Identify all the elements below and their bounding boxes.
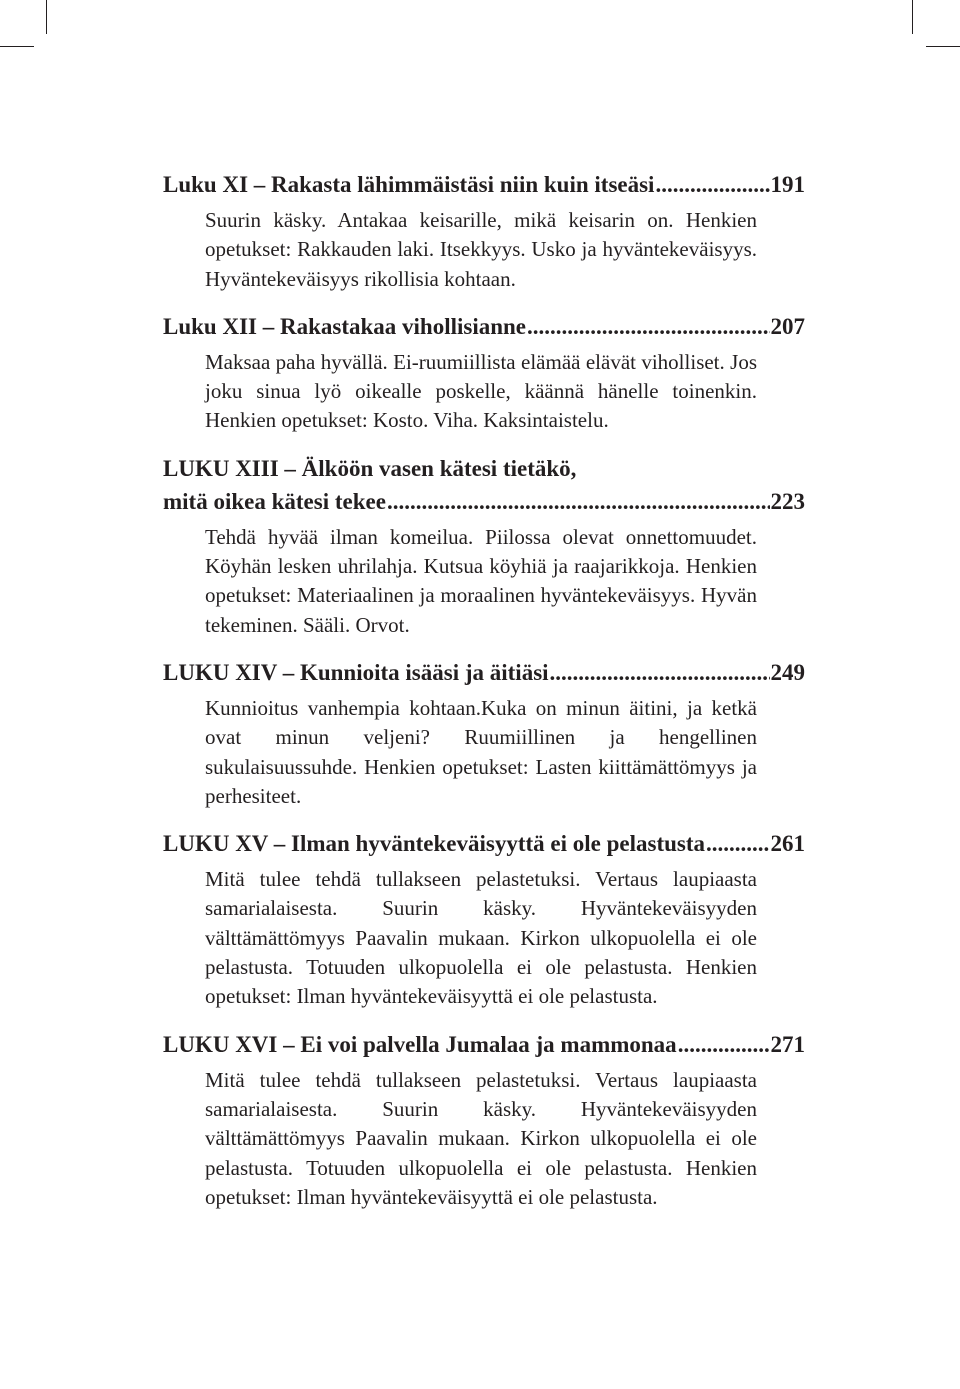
toc-entry-xi [163, 170, 805, 294]
chapter-description: Suurin käsky. Antakaa keisarille, mikä keisarin on. Henkien opetukset: Rakkauden laki. Itsekkyys. Usko ja hyväntekeväisyys. Hyväntekeväisyys rikollisia kohtaan. [205, 208, 757, 291]
toc-entry-xiii [163, 454, 805, 640]
chapter-heading [163, 1030, 805, 1060]
chapter-heading [163, 487, 805, 517]
page-number: 249 [770, 659, 805, 685]
chapter-description: Kunnioitus vanhempia kohtaan.Kuka on minun äitini, ja ketkä ovat minun veljeni? Ruumiillinen ja hengellinen sukulaisuussuhde. Henkien opetukset: Lasten kiittämättömyys ja perhesiteet. [205, 695, 757, 808]
chapter-title: LUKU XIV – Kunnioita isääsi ja äitiäsi [163, 659, 549, 685]
chapter-heading [163, 658, 805, 688]
page-number: 191 [770, 172, 805, 197]
crop-mark-right-top [926, 46, 960, 47]
table-of-contents [163, 170, 805, 1212]
crop-mark-left-top [0, 46, 34, 47]
crop-mark-top-left [46, 0, 47, 34]
page-number: 223 [770, 488, 805, 514]
dot-leader [706, 829, 769, 859]
page-number: 271 [770, 1031, 805, 1057]
dot-leader [387, 487, 770, 517]
chapter-title: Luku XI – Rakasta lähimmäistäsi niin kuin itseäsi [163, 172, 655, 197]
chapter-description: Maksaa paha hyvällä. Ei-ruumiillista elämää elävät viholliset. Jos joku sinua lyö oikealle poskelle, käännä hänelle toinenkin. Henkien opetukset: Kosto. Viha. Kaksintaistelu. [205, 349, 757, 433]
dot-leader [550, 658, 770, 688]
crop-mark-top-right [912, 0, 913, 34]
dot-leader [655, 170, 769, 200]
chapter-heading [163, 170, 805, 200]
page-number: 261 [770, 831, 805, 857]
toc-entry-xv [163, 829, 805, 1011]
chapter-title: LUKU XVI – Ei voi palvella Jumalaa ja mammonaa [163, 1031, 677, 1057]
toc-entry-xvi [163, 1030, 805, 1212]
dot-leader [527, 312, 769, 342]
toc-entry-xii [163, 312, 805, 436]
chapter-description: Mitä tulee tehdä tullakseen pelastetuksi. Vertaus laupiaasta samarialaisesta. Suurin käsky. Hyväntekeväisyyden välttämättömyys Paavalin mukaan. Kirkon ulkopuolella ei ole pelastusta. Totuuden ulkopuolella ei ole pelastusta. Henkien opetukset: Ilman hyväntekeväisyyttä ei ole pelastusta. [205, 1067, 757, 1209]
chapter-description: Tehdä hyvää ilman komeilua. Piilossa olevat onnettomuudet. Köyhän lesken uhrilahja. Kutsua köyhiä ja raajarikkoja. Henkien opetukset: Materiaalinen ja moraalinen hyväntekeväisyys. Hyvän tekeminen. Sääli. Orvot. [205, 524, 757, 637]
chapter-title: LUKU XV – Ilman hyväntekeväisyyttä ei ole pelastusta [163, 831, 706, 857]
chapter-title: mitä oikea kätesi tekee [163, 488, 386, 514]
chapter-description: Mitä tulee tehdä tullakseen pelastetuksi. Vertaus laupiaasta samarialaisesta. Suurin käsky. Hyväntekeväisyyden välttämättömyys Paavalin mukaan. Kirkon ulkopuolella ei ole pelastusta. Totuuden ulkopuolella ei ole pelastusta. Henkien opetukset: Ilman hyväntekeväisyyttä ei ole pelastusta. [205, 867, 757, 1009]
dot-leader [678, 1030, 770, 1060]
chapter-title-line1: LUKU XIII – Älköön vasen kätesi tietäkö, [163, 455, 577, 481]
chapter-title: Luku XII – Rakastakaa vihollisianne [163, 313, 527, 339]
chapter-heading [163, 829, 805, 859]
chapter-heading [163, 312, 805, 342]
toc-entry-xiv [163, 658, 805, 811]
page-number: 207 [770, 313, 805, 339]
